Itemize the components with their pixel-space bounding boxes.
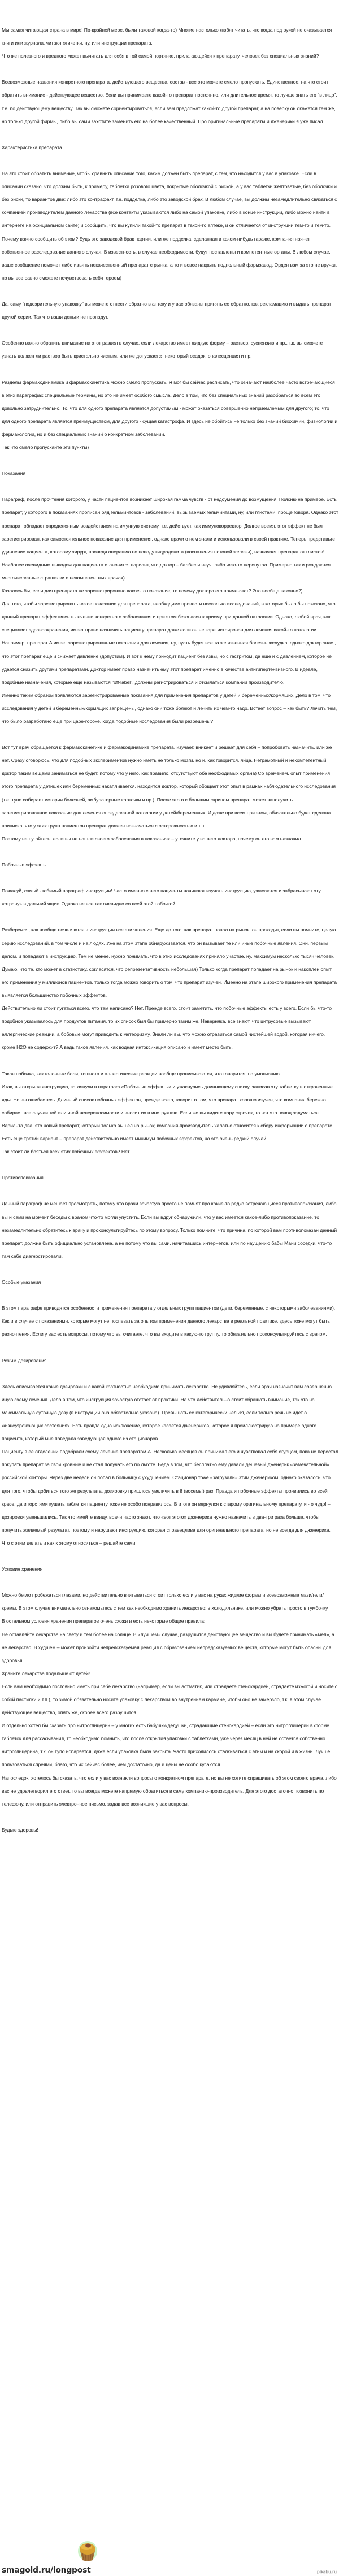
section-heading: Режим дозирования xyxy=(2,1357,47,1363)
paragraph: Действительно ли стоит пугаться всего, что там написано? Нет. Прежде всего, стоит заметить, что побочные эффекты есть у всего. Если бы что-то подобное указывалось для продуктов питания, то их список был бы примерно таким же. Наверняка, все знают, что цитрусовые вызывают аллергические реакции, а бобовые могут приводить к метеоризму. Знали ли вы, что можно отравиться самой чистейшей водой, которая ничего, кроме H2O не содержит? А ведь такое явления, как водная интоксикация описано и имеет место быть. xyxy=(2,1005,332,1051)
paragraph-spacer xyxy=(2,1184,338,1197)
paragraph: Вот тут врач обращается к фармакокинетике и фармакодинамике препарата, изучает, вникает и решает для себя – попробовать назначить, или же нет. Сразу оговорюсь, что для подобных экспериментов нужно иметь не только мозги, но и, как говорится, яйца. Неграмотный и некомпетентный доктор таким вещами заниматься не будет, потому что у него, как правило, отсутствуют оба необходимых органа) Со временем, опыт применения этого препарата у детишек или беременных накапливается, находится доктор, который обощает этот опыт в рамках наблюдательного исследования (т.е. тупо собирает истории болезней, амбулаторные карточки и пр.). После этого с большим скрипом препарат может заполучить зарегистрированное показание для лечения определенной патологии у детей/беременных. И даже при всем при этом, обязательно будет сделана приписка, что у этих групп пациентов препарат должен назначаться с осторожностью и т.п. xyxy=(2,744,336,829)
paragraph: И отдельно хотел бы сказать про нитроглицерин – у многих есть бабушки/дедушки, страдающие стенокардией – если это нитроглицерин в форме таблеток для рассасывания, то необходимо помнить, что после открытия упаковки с таблетками, уже через месяц в ней не остается собственно нитроглицерина, т.к. он тупо испаряется, даже если упаковка была закрыта. Часто приходилось сталкиваться с этим и на скорой и в жизни. Лучше пользоваться спреями, благо, что их сейчас более, чем достаточно, да и цены не особо кусаются. xyxy=(2,1723,331,1768)
paragraph: Не оставляйте лекарства на свету и тем более на солнце. В «лучшем» случае, разрушится действующее вещество и вы будете принимать «мел», а не лекарство. В худшем – может произойти непредсказуемая реакция с образованием непредсказуемых веществ, которые могут быть опасны для здоровья. xyxy=(2,1631,334,1663)
paragraph: Пациенту в ее отделении подобрали схему лечение препаратом А. Несколько месяцев он принимал его и чувствовал себя огурцом, пока не перестал покупать препарат за свои кровные и не стал получать его по льготе. Беда в том, что бесплатно ему давали дешевый дженерик «замечательной» российской конторы. Через две недели он попал в больницу с ухудшением. Стационар тоже «загрузили» этим дженериком, однако оказалось, что для того, чтобы добиться того же результата, дозировку пришлось увеличить в 8 (восемь!) раз. Правда и побочные эффекты проявились во всей красе, да и горстями кушать таблетки пациенту тоже не особо понравилось. В итоге он вернулся к старому оригинальному препарату, и - о чудо! – дозировки уменьшились. Так что имейте ввиду, врачи часто знают, что «вот этого» дженерика нужно назначить в два-три раза больше, чтобы получить желаемый результат, поэтому и нарушают инструкцию, которая справедлива для оригинального препарата, но не всегда для дженерика. Что с этим делать и как к этому относиться – решайте сами. xyxy=(2,1449,338,1546)
paragraph: Пожалуй, самый любимый параграф инструкции! Часто именно с него пациенты начинают изучать инструкцию, ужасаются и забрасывают эту «отраву» в дальний ящик. Однако не все так очевидно со всей этой побочкой. xyxy=(2,888,321,907)
paragraph: Если вам необходимо постоянно иметь при себе лекарство (например, если вы астматик, или страдаете стенокардией, страдаете изжогой и носите с собой пастилки и т.п.), то зимой обязательно носите упаковку с лекарством во внутреннем кармане, чтобы оно не замерзло, т.к. в этом случае действующее вещество, опять же, скорее всего разрушится. xyxy=(2,1683,338,1716)
paragraph-spacer xyxy=(2,128,338,141)
paragraph: Особенно важно обратить внимание на этот раздел в случае, если лекарство имеет жидкую форму – раствор, суспензию и пр., т.к. вы сможете узнать должен ли раствор быть кристально чистым, или же допускается некоторый осадок, опалесценция и пр. xyxy=(2,340,323,359)
paragraph-spacer xyxy=(2,1289,338,1302)
paragraph-spacer xyxy=(2,1158,338,1171)
paragraph-spacer xyxy=(2,324,338,337)
paragraph: На это стоит обратить внимание, чтобы сравнить описание того, каким должен быть препарат, с тем, что находится у вас в упаковке. Если в описании сказано, что должны быть, к примеру, таблетки розового цвета, покрытые оболочкой с риской, а у вас таблетки желтоватые, без оболочки и без риски, то вариантов два: либо это контрафакт, т.е. подделка, либо это заводской брак. В любом случае, вы должны незамедлительно связаться с компанией производителем данного лекарства (все контакты указываются либо на самой упаковке, либо в конце инструкции, либо можно найти в интернете на официальном сайте) и сообщить, что вы купили такой-то препарат в такой-то аптеке, и он отличается от инструкции тем-то и тем-то. xyxy=(2,171,337,229)
paragraph: Можно бегло пробежаться глазами, но действительно вчитываться стоит только если у вас на руках жидкие формы и всевозможные мази/гели/кремы. В этом случае внимательно ознакомьтесь с тем как необходимо хранить лекарство: в холодильнике, или можно убрать просто в тумбочку. xyxy=(2,1592,329,1611)
paragraph-spacer xyxy=(2,845,338,858)
paragraph: Храните лекарства подальше от детей! xyxy=(2,1670,90,1676)
paragraph: Напоследок, хотелось бы сказать, что если у вас возникли вопросы о конкретном препарате, но вы не хотите спрашивать об этом своего врача, либо вас не удовлетворил его ответ, то вы всегда можете напрямую обратиться в саму компанию-производитель. Для этого достаточно позвонить по телефону, или отправить электронное письмо, задав все возникшие у вас вопросы. xyxy=(2,1775,337,1807)
paragraph-spacer xyxy=(2,1811,338,1824)
paragraph-spacer xyxy=(2,63,338,76)
paragraph: Казалось бы, если для препарата не зарегистрировано какое-то показание, то почему доктора его применяют? Это вообще законно?) xyxy=(2,588,303,594)
paragraph-spacer xyxy=(2,871,338,884)
paragraph: Разделы фармакодинамика и фармакокинетика можно смело пропускать. Я мог бы сейчас расписать, что означают наиболее часто встречающиеся в этих параграфах специальные термины, но это не имеет особого смысла. Дело в том, что без специальных знаний разобраться во всем это довольно затруднительно. То, что для одного препарата является допустимым - может оказаться совершенно неприемлемым для другого; то, что для одного препарата является преимуществом, для другого - сущая катастрофа. И здесь не обойтись не только без знаний биохимии, физиологии и фармакологии, но и без специальных знаний о конкретном заболевании. xyxy=(2,379,338,437)
paragraph-spacer xyxy=(2,1367,338,1380)
paragraph: Что же полезного и вредного может вычитать для себя в той самой портянке, прилагающейся к препарату, человек без специальных знаний? xyxy=(2,53,319,59)
paragraph: В остальном условия хранения препаратов очень схожи и есть некоторые общие правила: xyxy=(2,1618,206,1624)
paragraph: В этом параграфе приводятся особенности применения препарата у отдельных групп пациентов (дети, беременные, с некоторыми заболеваниями). Как и в случае с показаниями, которые могут не поспевать за опытом применения данного лекарства в реальной практике, здесь тоже могут быть разночтения. Если у вас есть вопросы, потому что вы считаете, что вы входите в какую-то группу, то обязательно проконсультируйтесь с врачом. xyxy=(2,1305,336,1337)
paragraph-spacer xyxy=(2,480,338,493)
paragraph: Почему важно сообщить об этом? Будь это заводской брак партии, или же подделка, сделанная в каком-нибудь гараже, компания начнет собственное расследование данного случая. В известность, в случае необходимости, будут поставлены и компетентные органы. В любом случае, ваше сообщение поможет либо изъять некачественный препарат с рынка, а то и вовсе накрыть подпольный фармзавод. Орден вам за это не вручат, но вы все равно сможете почувствовать себя героем) xyxy=(2,236,337,281)
paragraph-spacer xyxy=(2,910,338,923)
paragraph-spacer xyxy=(2,154,338,167)
paragraph: Для того, чтобы зарегистрировать некое показание для препарата, необходимо провести несколько исследований, в которых было бы показано, что данный препарат эффективен в лечении конкретного заболевания и при этом безопасен к приему при данной патологии. Однако, любой врач, как специалист здравоохранения, имеет право назначить пациенту препарат даже если он не зарегистрирован для лечения какой-то патологии. Например, препарат А имеет зарегистрированные показания для лечения, ну, пусть будет все та же язвенная болезнь желудка, однако доктор знает, что этот препарат еще и снижает давление (допустим). И вот к нему приходит пациент без язвы, но с гастритом, да еще и с давлением, которое не удается снизить другими препаратами. Доктор имеет право назначить ему этот препарат именно в качестве антигипертензивного. В идеале, подобные назначения, которые еще называются "off-label", должны регистрироваться и отсылаться компании производителю. xyxy=(2,601,336,685)
paragraph-spacer xyxy=(2,1054,338,1067)
section-heading: Характеристика препарата xyxy=(2,144,62,150)
paragraph-spacer xyxy=(2,454,338,467)
paragraph: Так стоит ли бояться всех этих побочных эффектов? Нет. xyxy=(2,1149,131,1155)
cupcake-icon xyxy=(76,2540,99,2562)
watermark: pikabu.ru xyxy=(317,2570,337,2574)
section-heading: Противопоказания xyxy=(2,1175,44,1181)
paragraph: Разберемся, как вообще появляются в инструкции все эти явления. Еще до того, как препарат попал на рынок, он проходит, если вы помните, целую серию исследований, в том числе и на людях. Уже на этом этапе обнаруживается, что он вызывает те или иные побочные явления. Они, первым делом, и попадают в инструкцию. Тем не менее, нужно понимать, что в этих исследованях приняло участие, ну, максимум несколько тысяч человек. Думаю, что те, кто может в статистику, согласятся, что репрезентативность небольшая) Только когда препарат попадает на рынок и накоплен опыт его применения у миллионов пациентов, только тогда можно говорить о том, что препарат изучен. Именно на этапе широкого применения препарата выявляется большинство побочных эффектов. xyxy=(2,927,337,998)
section-heading: Условия хранения xyxy=(2,1566,43,1572)
section-heading: Особые указания xyxy=(2,1279,41,1285)
paragraph: Будьте здоровы! xyxy=(2,1827,38,1833)
paragraph: Так что смело пропускайте эти пункты) xyxy=(2,444,89,450)
section-heading: Показания xyxy=(2,470,26,477)
paragraph: Такая побочка, как головные боли, тошнота и аллергические реакции вообще прописываются, что говорится, по умолчанию. xyxy=(2,1070,281,1076)
article-body xyxy=(2,24,338,1837)
paragraph-spacer xyxy=(2,1576,338,1589)
paragraph: Всевозможные названия конкретного препарата, действующего вещества, состав - все это можете смело пропускать. Единственное, на что стоит обратить внимание - действующее вещество. Если вы принимаете какой-то препарат постоянно, или длительное время, то лучше знать его "в лицо", т.е. по действующему веществу. Так вы сможете сориентироваться, если вам предложат какой-то другой препарат, а на поверку он окажется тем же, но только другой фирмы, либо вы сами захотите заменить его на более качественный. Про оригинальные препараты и дженерики я уже писал. xyxy=(2,79,337,124)
section-heading: Побочные эффекты xyxy=(2,862,47,868)
paragraph: Да, саму "подозрительную упаковку" вы можете отнести обратно в аптеку и у вас обязаны принять ее обратно, как рекламацию и выдать препарат другой серии. Так что ваши деньги не пропадут. xyxy=(2,300,332,320)
paragraph-spacer xyxy=(2,728,338,741)
paragraph-spacer xyxy=(2,285,338,298)
paragraph-spacer xyxy=(2,1341,338,1354)
paragraph: Мы самая читающая страна в мире! По-крайней мере, были таковой когда-то) Многие настолько любят читать, что когда под рукой не оказывается книги или журнала, читают этикетки, ну, или инструкции препарата. xyxy=(2,27,332,46)
paragraph-spacer xyxy=(2,1550,338,1563)
paragraph-spacer xyxy=(2,1263,338,1276)
paragraph: Именно таким образом появляются зарегистрированные показания для применения препаратов у детей и беременных/кормящих. Дело в том, что исследования у детей и беременных/кормящих запрещены, однако они тоже болеют и лечить их чем-то надо. Встает вопрос – как быть? Лечить тем, что было разработано еще при царе-горохе, когда подобные исследования были разрешены? xyxy=(2,692,337,724)
paragraph: Итак, вы открыли инструкцию, заглянули в параграф «Побочные эффекты» и ужаснулись длиннющему списку, записав эту таблетку в откровенные яды. Но вы ошибаетесь. Длинный список побочных эффектов, прежде всего, говорит о том, что препарат хорошо изучен, что компания бережно собирает все случаи той или иной непереносимости и вносит их в инструкцию. Если же вы видите пару строчек, то вот это повод задуматься. Варианта два: это новый препарат, который только вышел на рынок; компания-производитель халатно относится к сбору информации о препарате. Есть еще третий вариант – препарат действительно имеет минимум побочных эффектов, но это очень редкий случай. xyxy=(2,1083,334,1141)
paragraph: Параграф, после прочтения которого, у части пациентов возникает широкая гамма чувств - от недоумения до возмущения! Поясню на примере. Есть препарат, у которого в показаниях прописан ряд гельминтозов - заболеваний, вызываемых гельминтами, ну, или глистами, проще говоря. Однако этот препарат обладает определенным воздействием на имунную систему, т.е. действует, как иммунокорректор. Долгое время, этот эффект не был зарегистрирован, как самостоятельное показание для применения, однако врачи о нем знали и использовали в своей практике. Теперь представьте удивление пациента, которому хирург, проведя операцию по поводу гидраденита (воспаления потовой железы), назначает препарат от глистов! Наиболее очевидным выводом для пациента становится вариант, что доктор – балбес и неуч, либо чего-то перепутал. Примерно так и рождаются многочисленные страшилки о некомпетентных врачах) xyxy=(2,496,338,581)
paragraph: Здесь описывается какие дозировки и с какой кратностью необходимо принимать лекарство. Не удивляйтесь, если врач назначит вам совершенно иную схему лечения. Дело в том, что инструкция зачастую отстает от практики. На что действительно стоит обращать внимание, так это на максимальную суточную дозу (в инструкции она обязательно указана). Превышать ее категорически нельзя, если только речь не идет о жизнеугрожающих состояниях. Есть правда одно исключение, которое касается дженериков, которое я проиллюстрирую на примере одного пациента, который мне поведала заведующая одного из стационаров. xyxy=(2,1383,332,1442)
paragraph: Поэтому не пугайтесь, если вы не нашли своего заболевания в показаниях – уточните у вашего доктора, почему он его вам назначил. xyxy=(2,835,302,842)
paragraph: Данный параграф не мешает просмотреть, потому что врачи зачастую просто не помнят про какие-то редко встречающиеся противопоказания, либо вы и сами на момент беседы с врачом что-то могли упустить. Если вы вдруг обнаружили, что у вас имеется какое-либо противопоказание, то незамедлительно обратитесь к врачу и проконсультируйтесь по этому вопросу. Только помните, что причина, по которой вам противопоказан данный препарат, должна быть официально установлена, а не потому что вы сами, начитавшись интернетов, или по наущению бабы Мани соседки, что-то там себе диагностировали. xyxy=(2,1201,337,1259)
paragraph-spacer xyxy=(2,363,338,376)
site-label: smagold.ru/longpost xyxy=(2,2566,91,2575)
